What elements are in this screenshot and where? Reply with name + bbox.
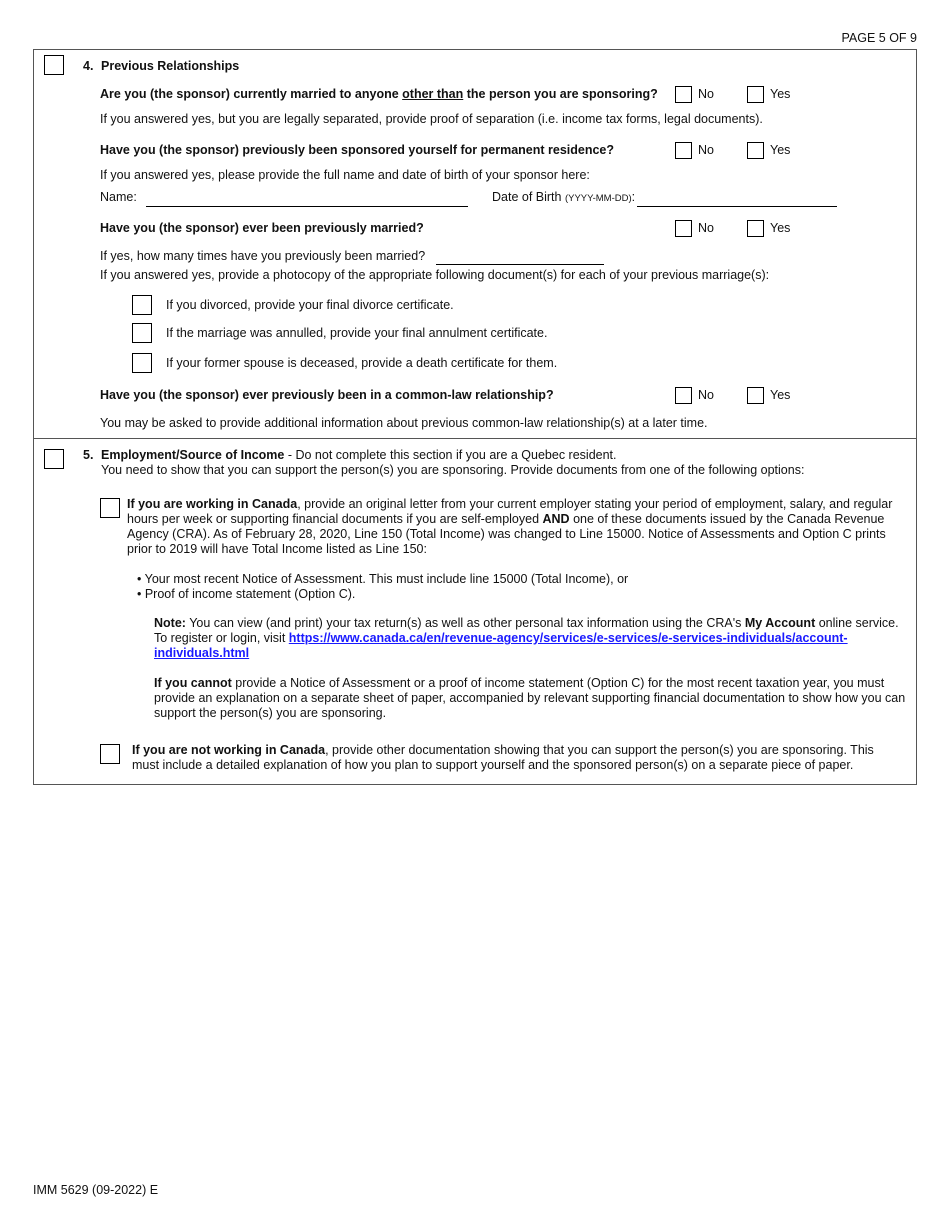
q2-yes-label: Yes bbox=[770, 143, 791, 157]
opt2-not-working-text: If you are not working in Canada, provide other documentation showing that you can support the person(s) you are sponsoring. This must include a detailed explanation of how you plan to support yourself and the sponsored person(s) on a separate piece of paper. bbox=[132, 743, 874, 772]
section5-title: Employment/Source of Income - Do not complete this section if you are a Quebec resident. bbox=[101, 448, 617, 462]
q4-no-checkbox[interactable] bbox=[675, 387, 692, 404]
doc-death-label: If your former spouse is deceased, provide a death certificate for them. bbox=[166, 356, 558, 370]
q3-yes-checkbox[interactable] bbox=[747, 220, 764, 237]
q1-yes-checkbox[interactable] bbox=[747, 86, 764, 103]
doc-annulment-checkbox[interactable] bbox=[132, 323, 152, 343]
q2-no-checkbox[interactable] bbox=[675, 142, 692, 159]
cra-note: Note: You can view (and print) your tax return(s) as well as other personal tax information using the CRA's My Account online service. To register or login, visit https://www.canada.ca/en/revenue-agency/services/e-services/e-services-individuals/account-individuals.html bbox=[154, 616, 899, 660]
q1-no-label: No bbox=[698, 87, 714, 101]
cra-account-link[interactable]: https://www.canada.ca/en/revenue-agency/services/e-services/e-services-individuals/account-individuals.html bbox=[154, 631, 848, 660]
section4-checkbox[interactable] bbox=[44, 55, 64, 75]
doc-divorce-checkbox[interactable] bbox=[132, 295, 152, 315]
q3-count-field[interactable] bbox=[436, 264, 604, 265]
q4-common-law: Have you (the sponsor) ever previously been in a common-law relationship? bbox=[100, 388, 554, 402]
q1-note: If you answered yes, but you are legally separated, provide proof of separation (i.e. income tax forms, legal documents). bbox=[100, 112, 763, 126]
section4-title: Previous Relationships bbox=[101, 59, 240, 73]
doc-death-checkbox[interactable] bbox=[132, 353, 152, 373]
sponsor-dob-field[interactable] bbox=[637, 206, 837, 207]
doc-annulment-label: If the marriage was annulled, provide your final annulment certificate. bbox=[166, 326, 548, 340]
q3-no-label: No bbox=[698, 221, 714, 235]
q1-yes-label: Yes bbox=[770, 87, 791, 101]
q3-count-label: If yes, how many times have you previously been married? bbox=[100, 249, 426, 263]
q4-no-label: No bbox=[698, 388, 714, 402]
q3-no-checkbox[interactable] bbox=[675, 220, 692, 237]
section4-number: 4. bbox=[83, 59, 94, 73]
q1-no-checkbox[interactable] bbox=[675, 86, 692, 103]
opt2-not-working-checkbox[interactable] bbox=[100, 744, 120, 764]
bullet-notice-of-assessment: • Your most recent Notice of Assessment. This must include line 15000 (Total Income), or bbox=[137, 572, 629, 586]
q2-previously-sponsored: Have you (the sponsor) previously been sponsored yourself for permanent residence? bbox=[100, 143, 615, 157]
section5-checkbox[interactable] bbox=[44, 449, 64, 469]
q1-currently-married: Are you (the sponsor) currently married to anyone other than the person you are sponsoring? bbox=[100, 87, 658, 101]
page-number: PAGE 5 OF 9 bbox=[841, 31, 917, 45]
opt1-working-canada-checkbox[interactable] bbox=[100, 498, 120, 518]
sponsor-dob-label: Date of Birth (YYYY-MM-DD): bbox=[492, 190, 636, 204]
bullet-option-c: • Proof of income statement (Option C). bbox=[137, 587, 356, 601]
q3-previously-married: Have you (the sponsor) ever been previously married? bbox=[100, 221, 424, 235]
form-code: IMM 5629 (09-2022) E bbox=[33, 1183, 159, 1197]
q3-docs-note: If you answered yes, provide a photocopy of the appropriate following document(s) for each of your previous marriage(s): bbox=[100, 268, 770, 282]
q2-no-label: No bbox=[698, 143, 714, 157]
q2-note: If you answered yes, please provide the full name and date of birth of your sponsor here: bbox=[100, 168, 590, 182]
section-divider bbox=[33, 438, 917, 439]
q4-yes-checkbox[interactable] bbox=[747, 387, 764, 404]
q3-yes-label: Yes bbox=[770, 221, 791, 235]
sponsor-name-field[interactable] bbox=[146, 206, 468, 207]
q4-note: You may be asked to provide additional information about previous common-law relationship(s) at a later time. bbox=[100, 416, 708, 430]
q4-yes-label: Yes bbox=[770, 388, 791, 402]
doc-divorce-label: If you divorced, provide your final divorce certificate. bbox=[166, 298, 454, 312]
section5-number: 5. bbox=[83, 448, 94, 462]
sponsor-name-label: Name: bbox=[100, 190, 137, 204]
section5-intro: You need to show that you can support the person(s) you are sponsoring. Provide documents from one of the following options: bbox=[101, 463, 805, 477]
q2-yes-checkbox[interactable] bbox=[747, 142, 764, 159]
cannot-provide-note: If you cannot provide a Notice of Assessment or a proof of income statement (Option C) for the most recent taxation year, you must provide an explanation on a separate sheet of paper, accompanied by relevant supporting financial documentation to show how you can support the person(s) you are sponsoring. bbox=[154, 676, 906, 720]
opt1-working-canada-text: If you are working in Canada, provide an original letter from your current employer stating your period of employment, salary, and regular hours per week or supporting financial documents if you are self-employed AND one of these documents issued by the Canada Revenue Agency (CRA). As of February 28, 2020, Line 150 (Total Income) was changed to Line 15000. Notice of Assessments and Option C prints prior to 2019 will have Total Income listed as Line 150: bbox=[127, 497, 893, 556]
